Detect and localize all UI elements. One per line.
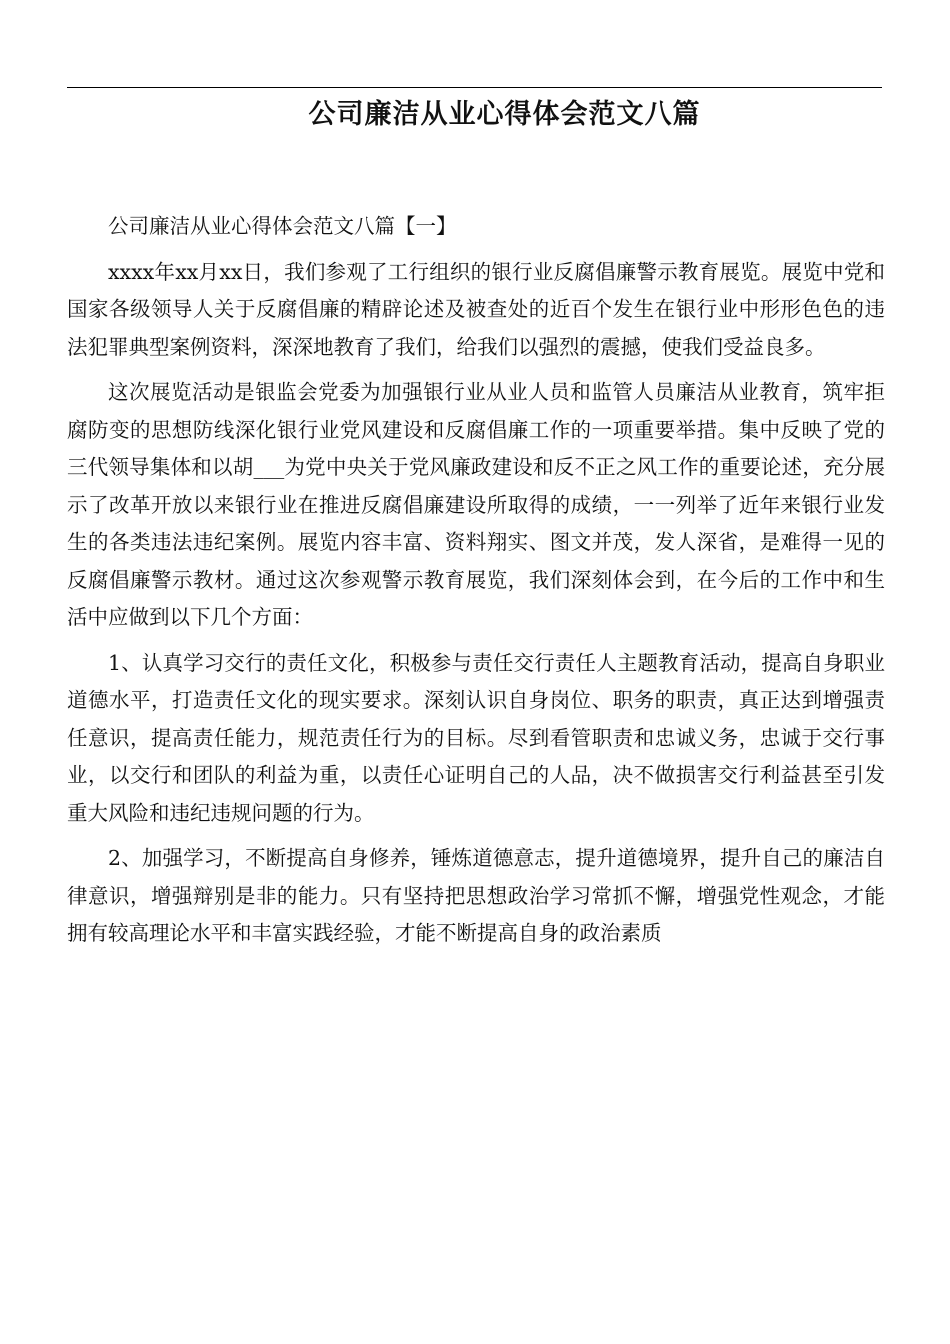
document-title: 公司廉洁从业心得体会范文八篇 xyxy=(308,99,701,130)
paragraph-1: xxxx年xx月xx日，我们参观了工行组织的银行业反腐倡廉警示教育展览。展览中党和国家各级领导人关于反腐倡廉的精辟论述及被查处的近百个发生在银行业中形形色色的违法犯罪典型案例资料，深深地教育了我们，给我们以强烈的震撼，使我们受益良多。 xyxy=(67,259,885,359)
document-body xyxy=(67,208,885,961)
paragraph-2: 这次展览活动是银监会党委为加强银行业从业人员和监管人员廉洁从业教育，筑牢拒腐防变的思想防线深化银行业党风建设和反腐倡廉工作的一项重要举措。集中反映了党的三代领导集体和以胡___为党中央关于党风廉政建设和反不正之风工作的重要论述，充分展示了改革开放以来银行业在推进反腐倡廉建设所取得的成绩，一一列举了近年来银行业发生的各类违法违纪案例。展览内容丰富、资料翔实、图文并茂，发人深省，是难得一见的反腐倡廉警示教材。通过这次参观警示教育展览，我们深刻体会到，在今后的工作中和生活中应做到以下几个方面： xyxy=(67,380,885,629)
section-heading: 公司廉洁从业心得体会范文八篇【一】 xyxy=(108,214,457,238)
paragraph-4: 2、加强学习，不断提高自身修养，锤炼道德意志，提升道德境界，提升自己的廉洁自律意识，增强辩别是非的能力。只有坚持把思想政治学习常抓不懈，增强党性观念，才能拥有较高理论水平和丰富实践经验，才能不断提高自身的政治素质 xyxy=(67,846,885,945)
paragraph-3: 1、认真学习交行的责任文化，积极参与责任交行责任人主题教育活动，提高自身职业道德水平，打造责任文化的现实要求。深刻认识自身岗位、职务的职责，真正达到增强责任意识，提高责任能力，规范责任行为的目标。尽到看管职责和忠诚义务，忠诚于交行事业，以交行和团队的利益为重，以责任心证明自己的人品，决不做损害交行利益甚至引发重大风险和违纪违规问题的行为。 xyxy=(67,650,885,825)
header-rule xyxy=(67,87,882,88)
